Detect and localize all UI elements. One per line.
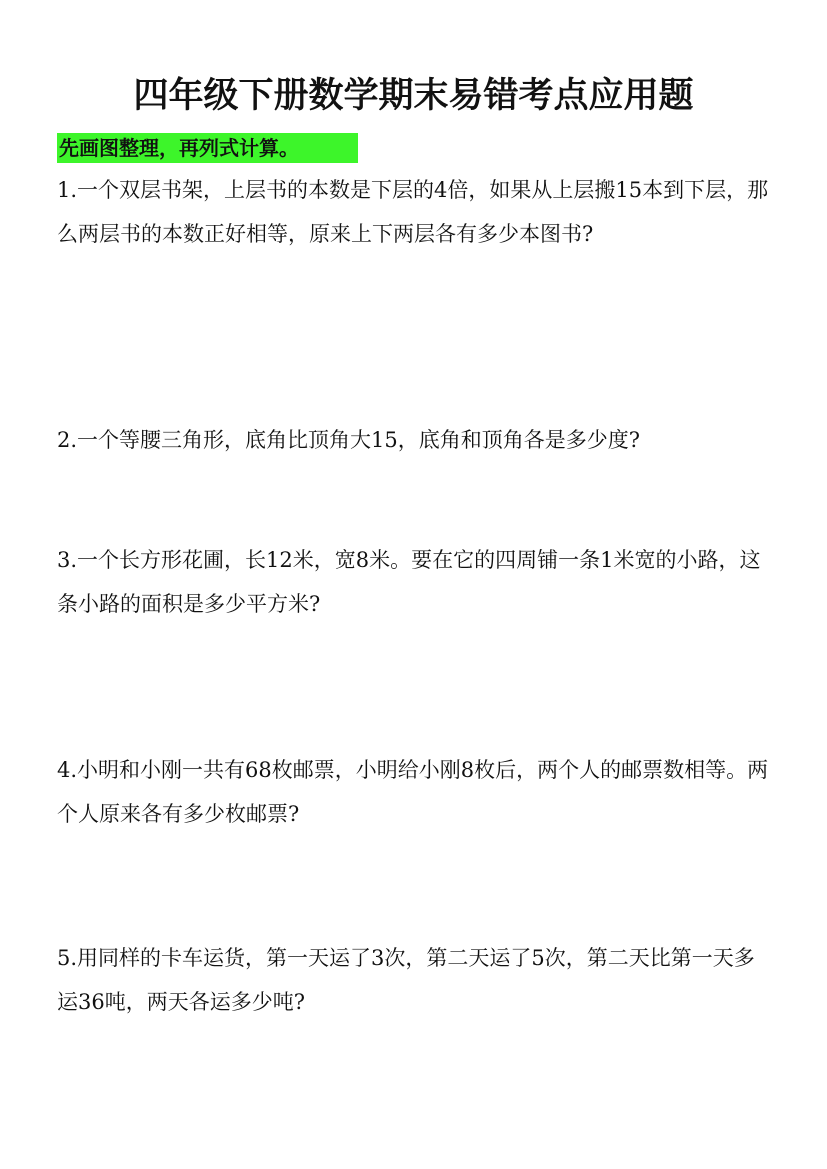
question-5: 5.用同样的卡车运货，第一天运了3次，第二天运了5次，第二天比第一天多运36吨，两天各运多少吨? [57, 946, 755, 1014]
instruction-highlight: 先画图整理，再列式计算。 [57, 133, 358, 163]
question-2: 2.一个等腰三角形，底角比顶角大15，底角和顶角各是多少度? [57, 428, 641, 452]
question-3: 3.一个长方形花圃，长12米，宽8米。要在它的四周铺一条1米宽的小路，这条小路的面积是多少平方米? [57, 548, 761, 616]
question-4: 4.小明和小刚一共有68枚邮票，小明给小刚8枚后，两个人的邮票数相等。两个人原来各有多少枚邮票? [57, 758, 769, 826]
question-1: 1.一个双层书架，上层书的本数是下层的4倍，如果从上层搬15本到下层，那么两层书的本数正好相等，原来上下两层各有多少本图书? [57, 178, 769, 246]
page-title: 四年级下册数学期末易错考点应用题 [133, 76, 694, 116]
